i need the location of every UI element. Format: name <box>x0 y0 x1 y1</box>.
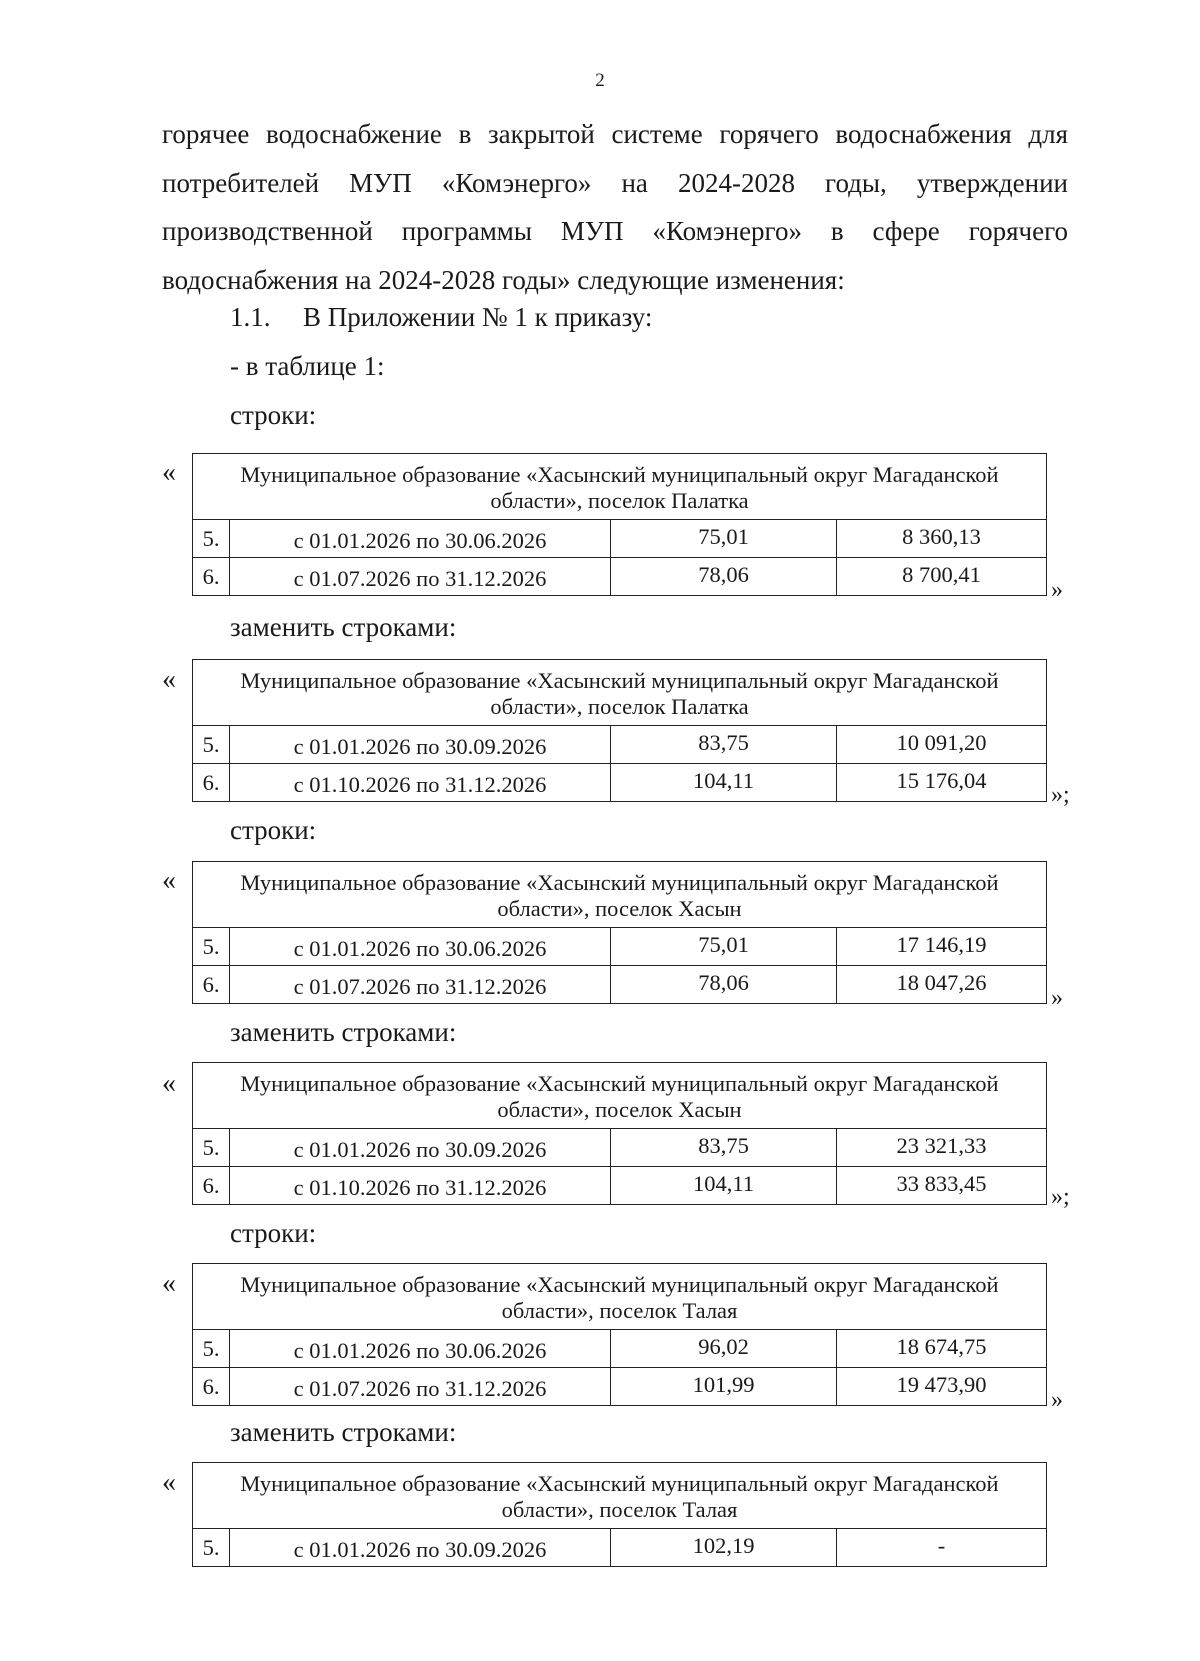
table-row <box>193 764 1047 802</box>
row-value-2: 15 176,04 <box>837 764 1047 802</box>
intro-line: водоснабжения на 2024-2028 годы» следующие изменения: <box>162 264 845 295</box>
row-value-1: 75,01 <box>611 520 837 558</box>
table-header: Муниципальное образование «Хасынский муниципальный округ Магаданской области», поселок Хасын <box>193 1063 1047 1129</box>
replace-label: заменить строками: <box>230 1017 457 1047</box>
tariff-table <box>192 659 1047 802</box>
table-row <box>193 558 1047 596</box>
row-period: с 01.07.2026 по 31.12.2026 <box>230 966 611 1004</box>
table-row <box>193 520 1047 558</box>
row-period: с 01.01.2026 по 30.06.2026 <box>230 1330 611 1368</box>
quote-open: « <box>162 1268 176 1299</box>
quote-open: « <box>162 457 176 488</box>
table-row <box>193 1330 1047 1368</box>
tariff-table <box>192 1062 1047 1205</box>
row-period: с 01.10.2026 по 31.12.2026 <box>230 1167 611 1205</box>
row-number: 6. <box>193 966 230 1004</box>
replace-label: заменить строками: <box>230 1417 457 1447</box>
row-period: с 01.07.2026 по 31.12.2026 <box>230 1368 611 1406</box>
quote-close: » <box>1051 577 1063 603</box>
row-period: с 01.01.2026 по 30.09.2026 <box>230 1529 611 1567</box>
row-value-2: 17 146,19 <box>837 928 1047 966</box>
intro-line: потребителей МУП «Комэнерго» на 2024-2028 годы, утверждении <box>162 167 1068 198</box>
clause-text: В Приложении № 1 к приказу: <box>303 302 653 332</box>
row-value-1: 78,06 <box>611 966 837 1004</box>
row-value-1: 83,75 <box>611 1129 837 1167</box>
tariff-table <box>192 1263 1047 1406</box>
row-number: 6. <box>193 1167 230 1205</box>
row-value-1: 75,01 <box>611 928 837 966</box>
row-number: 5. <box>193 520 230 558</box>
row-number: 6. <box>193 764 230 802</box>
row-number: 5. <box>193 1529 230 1567</box>
table-header: Муниципальное образование «Хасынский муниципальный округ Магаданской области», поселок Палатка <box>193 660 1047 726</box>
row-period: с 01.10.2026 по 31.12.2026 <box>230 764 611 802</box>
row-value-2: 19 473,90 <box>837 1368 1047 1406</box>
table-row <box>193 1129 1047 1167</box>
table-row <box>193 928 1047 966</box>
row-value-2: 23 321,33 <box>837 1129 1047 1167</box>
row-number: 5. <box>193 726 230 764</box>
quote-close-semicolon: »; <box>1051 782 1070 808</box>
quote-open: « <box>162 664 176 695</box>
table-header: Муниципальное образование «Хасынский муниципальный округ Магаданской области», поселок Палатка <box>193 454 1047 520</box>
rows-label: строки: <box>230 815 317 845</box>
replace-label: заменить строками: <box>230 612 457 642</box>
table-row <box>193 1529 1047 1567</box>
intro-line: горячее водоснабжение в закрытой системе горячего водоснабжения для <box>162 119 1068 149</box>
row-value-2: - <box>837 1529 1047 1567</box>
row-value-2: 18 047,26 <box>837 966 1047 1004</box>
rows-label: строки: <box>230 400 317 430</box>
row-period: с 01.07.2026 по 31.12.2026 <box>230 558 611 596</box>
table-header: Муниципальное образование «Хасынский муниципальный округ Магаданской области», поселок Талая <box>193 1264 1047 1330</box>
row-value-1: 101,99 <box>611 1368 837 1406</box>
row-number: 5. <box>193 928 230 966</box>
row-number: 6. <box>193 558 230 596</box>
table-header: Муниципальное образование «Хасынский муниципальный округ Магаданской области», поселок Хасын <box>193 862 1047 928</box>
row-number: 5. <box>193 1330 230 1368</box>
row-period: с 01.01.2026 по 30.06.2026 <box>230 928 611 966</box>
row-period: с 01.01.2026 по 30.06.2026 <box>230 520 611 558</box>
tariff-table <box>192 1462 1047 1567</box>
row-number: 5. <box>193 1129 230 1167</box>
row-number: 6. <box>193 1368 230 1406</box>
table-reference: - в таблице 1: <box>230 351 385 381</box>
table-header: Муниципальное образование «Хасынский муниципальный округ Магаданской области», поселок Талая <box>193 1463 1047 1529</box>
row-value-2: 10 091,20 <box>837 726 1047 764</box>
clause-number: 1.1. <box>230 302 271 332</box>
row-value-1: 102,19 <box>611 1529 837 1567</box>
rows-label: строки: <box>230 1218 317 1248</box>
intro-paragraph <box>162 110 1068 304</box>
row-value-1: 78,06 <box>611 558 837 596</box>
table-row <box>193 726 1047 764</box>
row-value-1: 96,02 <box>611 1330 837 1368</box>
row-period: с 01.01.2026 по 30.09.2026 <box>230 726 611 764</box>
table-row <box>193 966 1047 1004</box>
row-value-2: 8 700,41 <box>837 558 1047 596</box>
page-number: 2 <box>595 70 605 91</box>
quote-close: » <box>1051 985 1063 1011</box>
intro-line: производственной программы МУП «Комэнерго» в сфере горячего <box>162 216 1068 246</box>
row-value-2: 33 833,45 <box>837 1167 1047 1205</box>
quote-open: « <box>162 1467 176 1498</box>
row-value-2: 18 674,75 <box>837 1330 1047 1368</box>
table-row <box>193 1167 1047 1205</box>
row-value-2: 8 360,13 <box>837 520 1047 558</box>
row-value-1: 83,75 <box>611 726 837 764</box>
quote-open: « <box>162 1068 176 1099</box>
row-value-1: 104,11 <box>611 764 837 802</box>
quote-open: « <box>162 865 176 896</box>
quote-close: » <box>1051 1387 1063 1413</box>
quote-close-semicolon: »; <box>1051 1184 1070 1210</box>
row-value-1: 104,11 <box>611 1167 837 1205</box>
tariff-table <box>192 861 1047 1004</box>
table-row <box>193 1368 1047 1406</box>
row-period: с 01.01.2026 по 30.09.2026 <box>230 1129 611 1167</box>
tariff-table <box>192 453 1047 596</box>
